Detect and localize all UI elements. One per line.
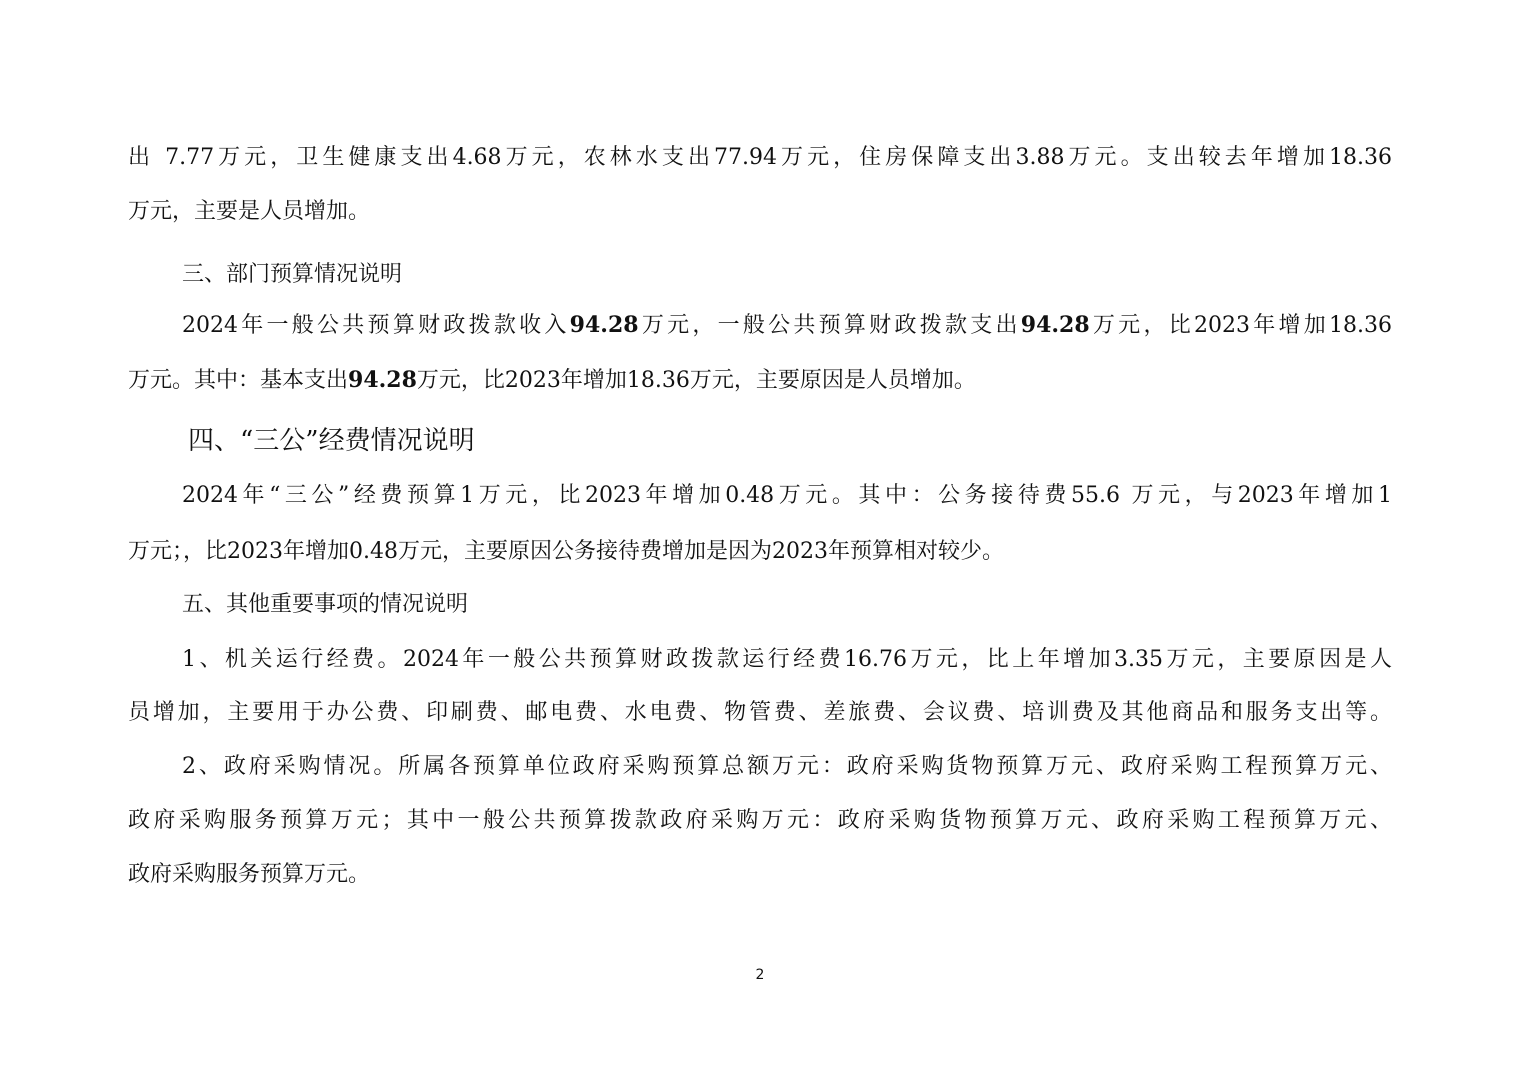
paragraph-continuation-line-2: 万元，主要是人员增加。	[128, 199, 371, 224]
section-3-line-1	[182, 310, 1392, 341]
section-5-item-2-line-1: 2、政府采购情况。所属各预算单位政府采购预算总额万元：政府采购货物预算万元、政府采购工程预算万元、	[182, 754, 1392, 779]
section-3-amount-basic: 94.28	[348, 367, 417, 393]
section-3-line-2-text-a: 万元。其中：基本支出	[128, 368, 349, 393]
section-3-line-2	[128, 365, 976, 396]
section-3-line-1-text-c: 万元，比2023年增加18.36	[1089, 313, 1392, 338]
section-5-item-1-line-1: 1、机关运行经费。2024年一般公共预算财政拨款运行经费16.76万元，比上年增加3.35万元，主要原因是人	[182, 647, 1392, 672]
section-5-item-2-line-2: 政府采购服务预算万元；其中一般公共预算拨款政府采购万元：政府采购货物预算万元、政府采购工程预算万元、	[128, 808, 1392, 833]
paragraph-continuation-line-1: 出 7.77万元，卫生健康支出4.68万元，农林水支出77.94万元，住房保障支出3.88万元。支出较去年增加18.36	[128, 145, 1392, 170]
section-4-heading: 四、“三公”经费情况说明	[188, 426, 475, 456]
section-5-heading: 五、其他重要事项的情况说明	[182, 592, 469, 617]
section-3-amount-expense: 94.28	[1020, 312, 1090, 338]
section-5-item-2-line-3: 政府采购服务预算万元。	[128, 862, 371, 887]
section-3-amount-income: 94.28	[569, 312, 639, 338]
section-4-line-1: 2024年“三公”经费预算1万元，比2023年增加0.48万元。其中：公务接待费55.6 万元，与2023年增加1	[182, 483, 1392, 508]
section-3-line-2-text-b: 万元，比2023年增加18.36万元，主要原因是人员增加。	[416, 368, 976, 393]
section-3-heading: 三、部门预算情况说明	[182, 262, 403, 287]
section-3-line-1-text-b: 万元，一般公共预算财政拨款支出	[638, 313, 1021, 338]
section-4-line-2: 万元；，比2023年增加0.48万元，主要原因公务接待费增加是因为2023年预算相对较少。	[128, 539, 1004, 564]
section-3-line-1-text-a: 2024年一般公共预算财政拨款收入	[182, 313, 570, 338]
page-number: 2	[755, 967, 765, 983]
section-5-item-1-line-2: 员增加，主要用于办公费、印刷费、邮电费、水电费、物管费、差旅费、会议费、培训费及其他商品和服务支出等。	[128, 700, 1392, 725]
